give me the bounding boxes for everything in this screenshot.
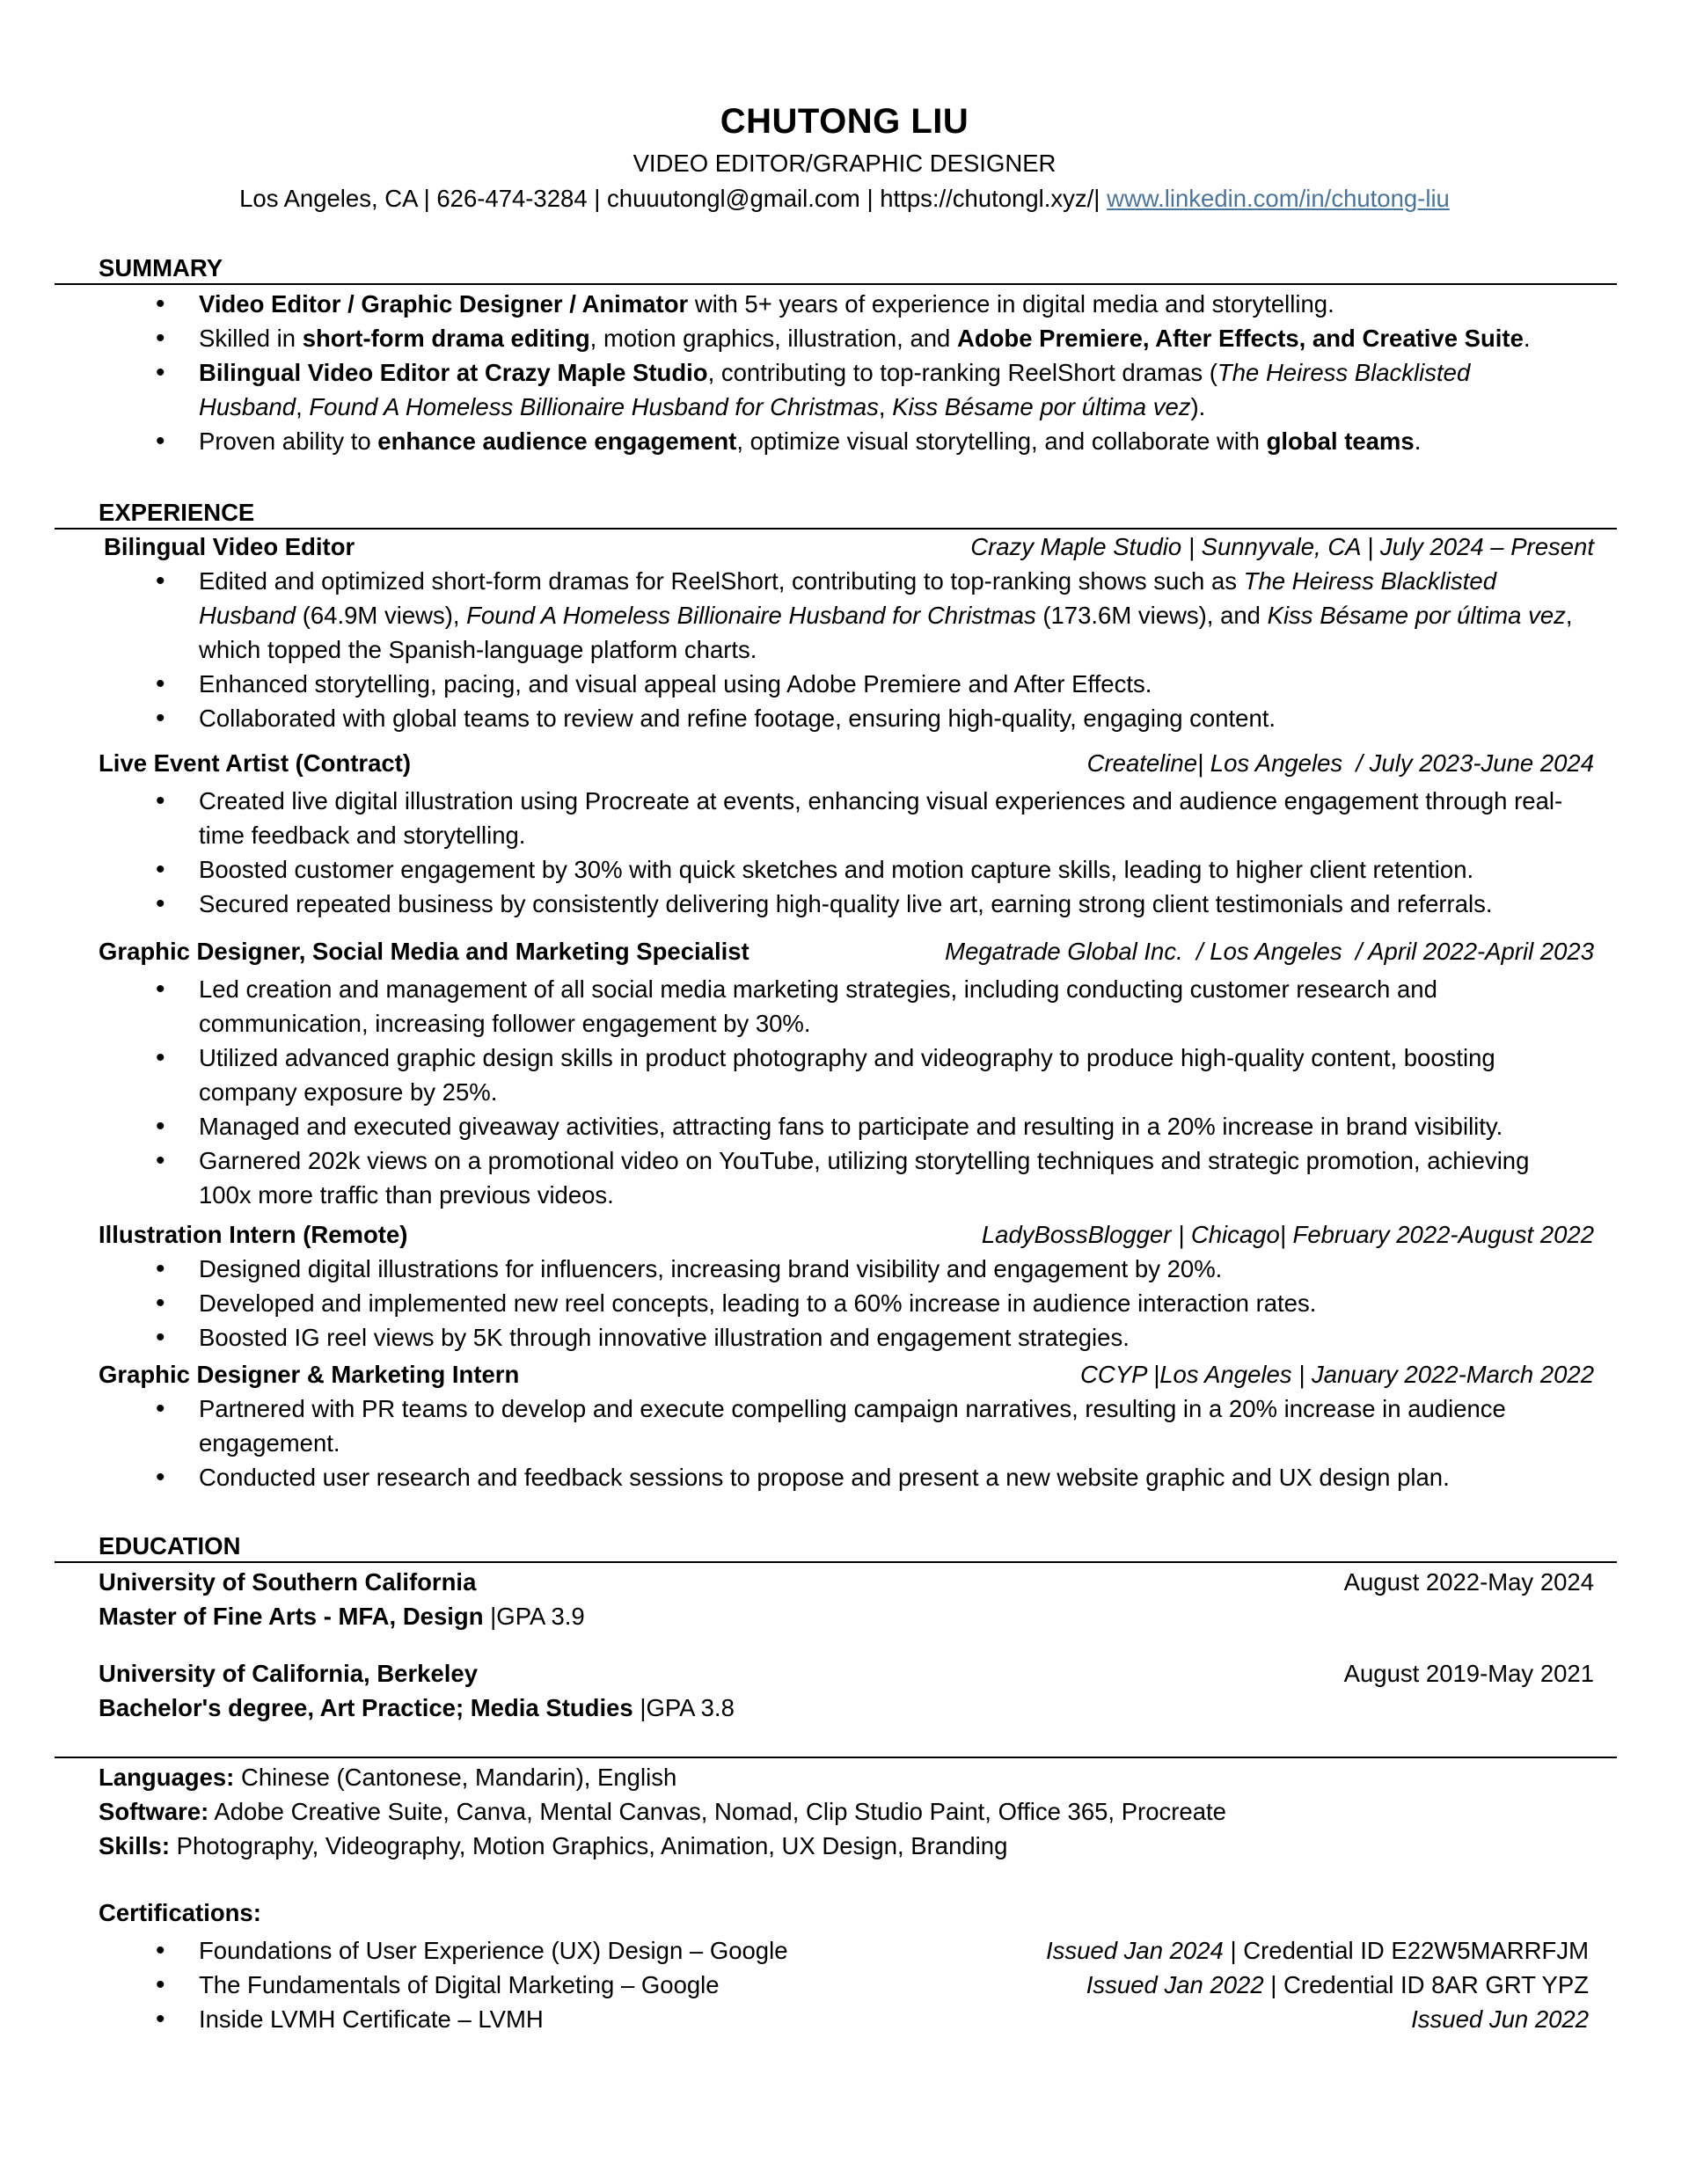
job-bullet: • Conducted user research and feedback sessions to propose and present a new website graphic and UX design plan. xyxy=(99,1460,1576,1494)
linkedin-link[interactable]: www.linkedin.com/in/chutong-liu xyxy=(1107,185,1450,212)
degree-line xyxy=(99,1691,1594,1725)
degree-name: Master of Fine Arts - MFA, Design xyxy=(99,1603,484,1630)
skills-section xyxy=(99,1760,1594,1863)
certifications-section xyxy=(99,1895,1594,2036)
job-bullet: • Led creation and management of all social media marketing strategies, including conducting customer research and communication, increasing follower engagement by 30%. xyxy=(99,972,1576,1041)
cert-item xyxy=(99,2002,1589,2036)
job-header xyxy=(99,1217,1594,1252)
job-meta: Crazy Maple Studio | Sunnyvale, CA | July 2024 – Present xyxy=(970,533,1594,560)
summary-item: • Proven ability to enhance audience engagement, optimize visual storytelling, and collaborate with global teams. xyxy=(99,424,1576,458)
job-header xyxy=(99,1357,1594,1391)
job-header xyxy=(99,934,1594,968)
school-name: University of California, Berkeley xyxy=(99,1660,478,1687)
summary-item: • Skilled in short-form drama editing, motion graphics, illustration, and Adobe Premiere, After Effects, and Creative Suite. xyxy=(99,321,1576,355)
summary-item: • Bilingual Video Editor at Crazy Maple Studio, contributing to top-ranking ReelShort dramas (The Heiress Blacklisted Husband, Found A Homeless Billionaire Husband for Christmas, Kiss Bésame por última vez). xyxy=(99,355,1576,424)
summary-section xyxy=(99,287,1594,458)
school-dates: August 2019-May 2021 xyxy=(1343,1660,1594,1687)
job-bullet: • Boosted IG reel views by 5K through innovative illustration and engagement strategies. xyxy=(99,1320,1576,1355)
job-title: Graphic Designer & Marketing Intern xyxy=(99,1361,520,1388)
cert-details: Issued Jun 2022 xyxy=(1411,2005,1589,2033)
job-bullet: • Collaborated with global teams to review and refine footage, ensuring high-quality, engaging content. xyxy=(99,701,1576,735)
job-bullet: • Enhanced storytelling, pacing, and visual appeal using Adobe Premiere and After Effects. xyxy=(99,667,1576,701)
job-bullet: • Edited and optimized short-form dramas for ReelShort, contributing to top-ranking shows such as The Heiress Blacklisted Husband (64.9M views), Found A Homeless Billionaire Husband for Christmas (173.6M views), and Kiss Bésame por última vez, which topped the Spanish-language platform charts. xyxy=(99,564,1576,667)
education-entry-1 xyxy=(99,1565,1594,1633)
candidate-title: VIDEO EDITOR/GRAPHIC DESIGNER xyxy=(632,150,1057,177)
skills-line: Skills: Photography, Videography, Motion Graphics, Animation, UX Design, Branding xyxy=(99,1832,1008,1859)
job-meta: LadyBossBlogger | Chicago| February 2022-August 2022 xyxy=(981,1221,1594,1248)
gpa: |GPA 3.8 xyxy=(632,1694,735,1721)
summary-heading: SUMMARY xyxy=(99,254,223,281)
job-meta: Megatrade Global Inc. / Los Angeles / April 2022-April 2023 xyxy=(945,938,1594,965)
education-divider xyxy=(55,1561,1617,1563)
job-bullet: • Designed digital illustrations for influencers, increasing brand visibility and engagement by 20%. xyxy=(99,1252,1576,1286)
job-title: Bilingual Video Editor xyxy=(104,533,355,560)
cert-name: • Foundations of User Experience (UX) Design – Google xyxy=(199,1937,788,1964)
education-heading: EDUCATION xyxy=(99,1532,241,1559)
gpa: |GPA 3.9 xyxy=(483,1603,585,1630)
job-entry-2 xyxy=(99,746,1594,921)
job-bullet: • Boosted customer engagement by 30% with quick sketches and motion capture skills, leading to higher client retention. xyxy=(99,852,1576,887)
languages-line: Languages: Chinese (Cantonese, Mandarin), English xyxy=(99,1764,677,1791)
job-bullet: • Garnered 202k views on a promotional video on YouTube, utilizing storytelling techniques and strategic promotion, achieving 100x more traffic than previous videos. xyxy=(99,1143,1576,1212)
software-line: Software: Adobe Creative Suite, Canva, Mental Canvas, Nomad, Clip Studio Paint, Office 365, Procreate xyxy=(99,1798,1226,1825)
cert-name: • The Fundamentals of Digital Marketing – Google xyxy=(199,1971,720,1998)
job-title: Live Event Artist (Contract) xyxy=(99,749,412,777)
job-header xyxy=(99,530,1594,564)
job-entry-4 xyxy=(99,1217,1594,1355)
education-entry-2 xyxy=(99,1656,1594,1725)
resume-header xyxy=(0,97,1689,216)
job-bullet: • Secured repeated business by consistently delivering high-quality live art, earning strong client testimonials and referrals. xyxy=(99,887,1576,921)
job-bullet: • Managed and executed giveaway activities, attracting fans to participate and resulting in a 20% increase in brand visibility. xyxy=(99,1109,1576,1143)
candidate-name: CHUTONG LIU xyxy=(720,102,969,141)
summary-item: • Video Editor / Graphic Designer / Animator with 5+ years of experience in digital media and storytelling. xyxy=(99,287,1576,321)
degree-name: Bachelor's degree, Art Practice; Media Studies xyxy=(99,1694,633,1721)
cert-details: Issued Jan 2024 | Credential ID E22W5MARRFJM xyxy=(1046,1937,1589,1964)
job-entry-5 xyxy=(99,1357,1594,1494)
degree-line xyxy=(99,1599,1594,1633)
contact-details: Los Angeles, CA | 626-474-3284 | chuuutongl@gmail.com | https://chutongl.xyz/| xyxy=(239,185,1108,212)
school-dates: August 2022-May 2024 xyxy=(1343,1568,1594,1596)
cert-item xyxy=(99,1933,1589,1968)
experience-heading: EXPERIENCE xyxy=(99,499,255,526)
cert-item xyxy=(99,1968,1589,2002)
job-bullet: • Partnered with PR teams to develop and execute compelling campaign narratives, resulting in a 20% increase in audience engagement. xyxy=(99,1391,1576,1460)
job-meta: Createline| Los Angeles / July 2023-June 2024 xyxy=(1086,749,1594,777)
school-name: University of Southern California xyxy=(99,1568,477,1596)
job-entry-3 xyxy=(99,934,1594,1212)
job-bullet: • Utilized advanced graphic design skills in product photography and videography to produce high-quality content, boosting company exposure by 25%. xyxy=(99,1041,1576,1109)
job-meta: CCYP |Los Angeles | January 2022-March 2022 xyxy=(1080,1361,1594,1388)
job-bullet: • Created live digital illustration using Procreate at events, enhancing visual experiences and audience engagement through real-time feedback and storytelling. xyxy=(99,784,1576,852)
cert-name: • Inside LVMH Certificate – LVMH xyxy=(199,2005,544,2033)
job-title: Illustration Intern (Remote) xyxy=(99,1221,408,1248)
extras-divider xyxy=(55,1757,1617,1758)
contact-line xyxy=(0,181,1689,216)
summary-divider xyxy=(55,283,1617,285)
certifications-heading: Certifications: xyxy=(99,1899,261,1926)
job-title: Graphic Designer, Social Media and Marketing Specialist xyxy=(99,938,749,965)
job-entry-1 xyxy=(99,530,1594,735)
cert-details: Issued Jan 2022 | Credential ID 8AR GRT YPZ xyxy=(1086,1971,1589,1998)
job-header xyxy=(99,746,1594,780)
job-bullet: • Developed and implemented new reel concepts, leading to a 60% increase in audience interaction rates. xyxy=(99,1286,1576,1320)
